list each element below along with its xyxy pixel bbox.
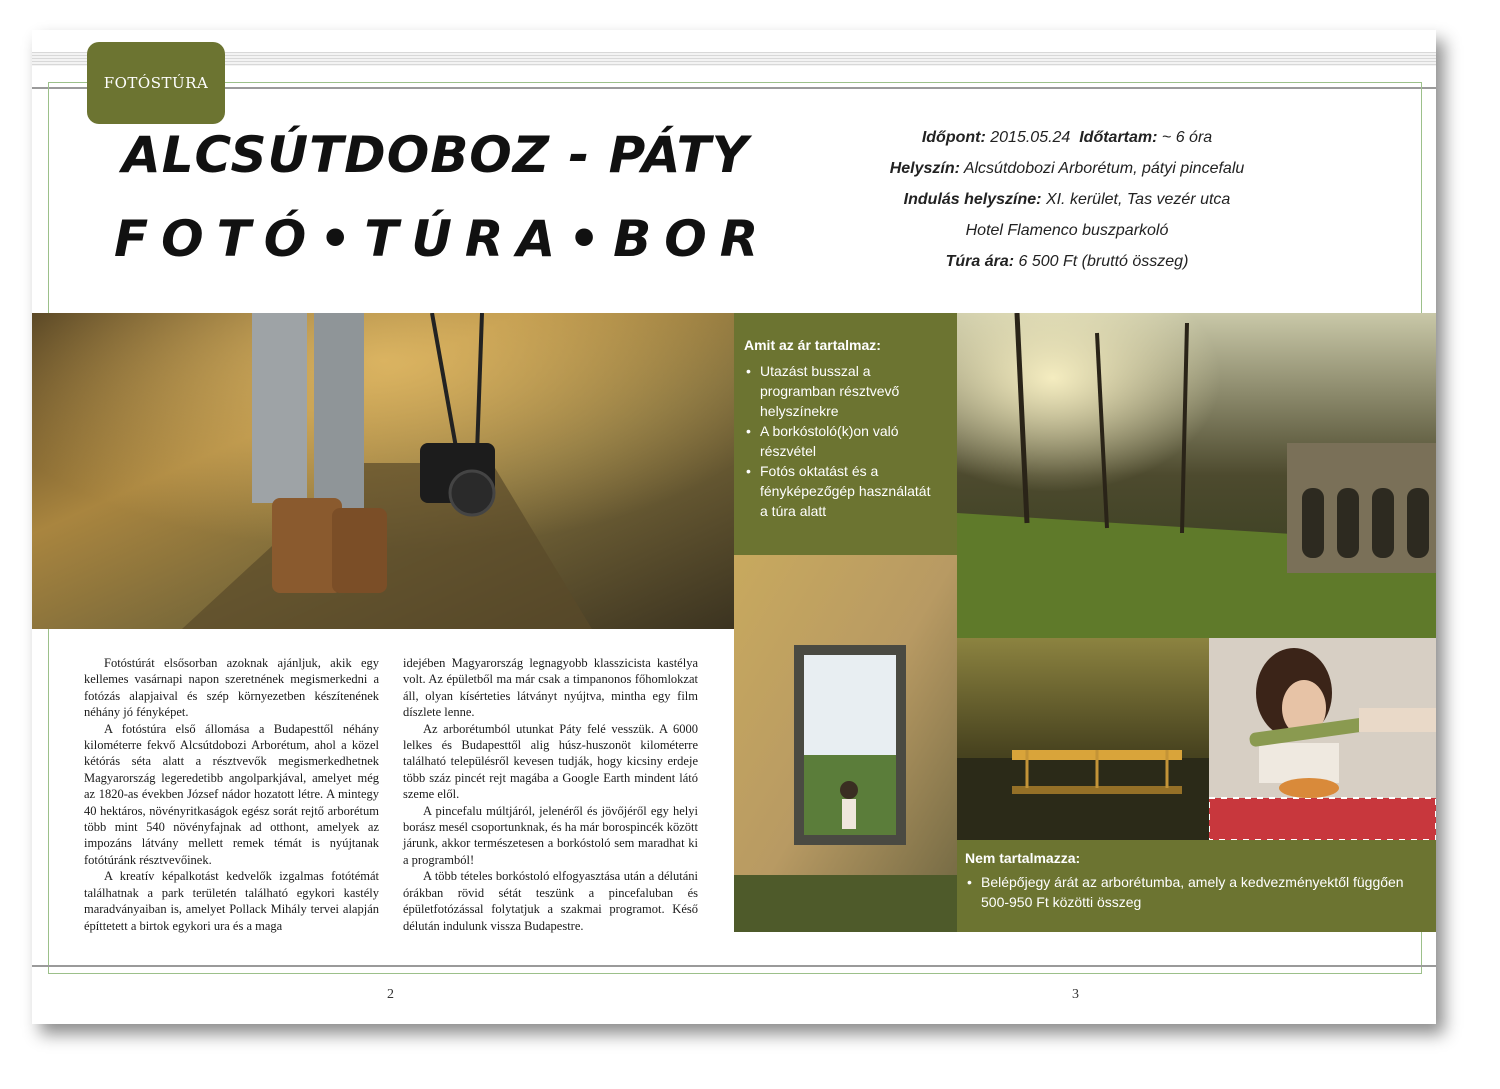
page-title: ALCSÚTDOBOZ - PÁTY bbox=[122, 126, 749, 184]
footer-rule bbox=[32, 965, 1436, 967]
excluded-list bbox=[965, 872, 1428, 912]
departure-label: Indulás helyszíne: bbox=[903, 191, 1042, 208]
article-paragraph: A fotóstúra első állomása a Budapesttől néhány kilométerre fekvő Alcsútdobozi Arborétum, ahol a közel kétórás séta alatt a résztvevők megismerkedhetnek Magyarország legeredetibb angolparkjával, amelyet még az 1820-as években József nádor hozatott létre. A mintegy 40 hektáros, növényritkaságok egész sorát rejtő arborétum több mint 540 növényfajnak ad otthont, amelyek az impozáns látvány mellett remek témát is nyújtanak fotótúránk résztvevőinek. bbox=[84, 721, 379, 867]
included-box bbox=[734, 313, 957, 555]
price-value: 6 500 Ft (bruttó összeg) bbox=[1018, 253, 1189, 270]
included-heading: Amit az ár tartalmaz: bbox=[744, 337, 881, 353]
place-value: Alcsútdobozi Arborétum, pátyi pincefalu bbox=[963, 160, 1245, 177]
date-label: Időpont: bbox=[921, 129, 986, 146]
tour-info bbox=[842, 122, 1292, 277]
header-band bbox=[32, 52, 1436, 66]
price-label: Túra ára: bbox=[945, 253, 1015, 270]
duration-label: Időtartam: bbox=[1079, 129, 1158, 146]
article-paragraph: A pincefalu múltjáról, jelenéről és jövőjéről egy helyi borász mesél csoportunknak, és ha már borospincék között járunk, akkor természetesen a borkóstoló sem maradhat ki a programból! bbox=[403, 803, 698, 867]
info-price-line bbox=[842, 246, 1292, 277]
article-paragraph: Fotóstúrát elsősorban azoknak ajánljuk, akik egy kellemes vasárnapi napon szeretnének megismerkedni a fotózás alapjaival és szép környezetben készítenének néhány jó fényképet. bbox=[84, 656, 379, 720]
article-paragraph: Az arborétumból utunkat Páty felé vesszük. A 6000 lelkes és Budapesttől alig húsz-huszonöt kilométerre található településről kevesen tudják, hogy kicsiny erdeje több száz pincét rejt magába a Google Earth mindent látó szeme elől. bbox=[403, 721, 698, 802]
castle-ruin-park-photo bbox=[957, 313, 1436, 638]
duration-value: ~ 6 óra bbox=[1161, 129, 1213, 146]
article-paragraph: idejében Magyarország legnagyobb klasszicista kastélya volt. Az épületből ma már csak a timpanonos főhomlokzat áll, olyan kísérteties látványt nyújtva, mintha egy film díszlete lenne. bbox=[403, 656, 698, 720]
info-departure-line bbox=[842, 184, 1292, 215]
info-place-line bbox=[842, 153, 1292, 184]
section-tag: FOTÓSTÚRA bbox=[87, 42, 225, 124]
wine-tasting-photo bbox=[1209, 638, 1436, 840]
article-column-1 bbox=[84, 655, 379, 934]
lake-bridge-photo bbox=[957, 638, 1209, 840]
date-value: 2015.05.24 bbox=[990, 129, 1071, 146]
info-date-line bbox=[842, 122, 1292, 153]
page-number-right: 3 bbox=[1072, 987, 1079, 1002]
article-paragraph: A több tételes borkóstoló elfogyasztása után a délutáni órákban rövid sétát teszünk a pincefaluban és épületfotózással folytatjuk a szakmai programot. Késő délután indulunk vissza Budapestre. bbox=[403, 869, 698, 933]
page-subtitle: FOTÓ•TÚRA•BOR bbox=[114, 210, 772, 268]
article-paragraph: A kreatív képalkotást kedvelők izgalmas fotótémát találhatnak a park területén található egykori kastély maradványaiban is, amelyet Pollack Mihály tervei alapján építtetett a birtok egykori ura és a maga bbox=[84, 869, 379, 933]
excluded-box bbox=[957, 840, 1436, 932]
included-item: • Utazást busszal a programban résztvevő helyszínekre bbox=[744, 361, 947, 421]
magazine-spread bbox=[32, 30, 1436, 1024]
window-ruin-photo bbox=[734, 555, 957, 932]
page-number-left: 2 bbox=[387, 987, 394, 1002]
included-item: • Fotós oktatást és a fényképezőgép használatát a túra alatt bbox=[744, 461, 947, 521]
departure-value: XI. kerület, Tas vezér utca bbox=[1045, 191, 1231, 208]
excluded-heading: Nem tartalmazza: bbox=[965, 850, 1081, 866]
included-list bbox=[744, 361, 947, 521]
place-label: Helyszín: bbox=[889, 160, 960, 177]
camera-walker-photo bbox=[32, 313, 734, 629]
article-column-2 bbox=[403, 655, 698, 934]
info-departure-line2: Hotel Flamenco buszparkoló bbox=[965, 222, 1169, 239]
included-item: • A borkóstoló(k)on való részvétel bbox=[744, 421, 947, 461]
excluded-item: • Belépőjegy árát az arborétumba, amely a kedvezményektől függően 500-950 Ft közötti összeg bbox=[965, 872, 1428, 912]
